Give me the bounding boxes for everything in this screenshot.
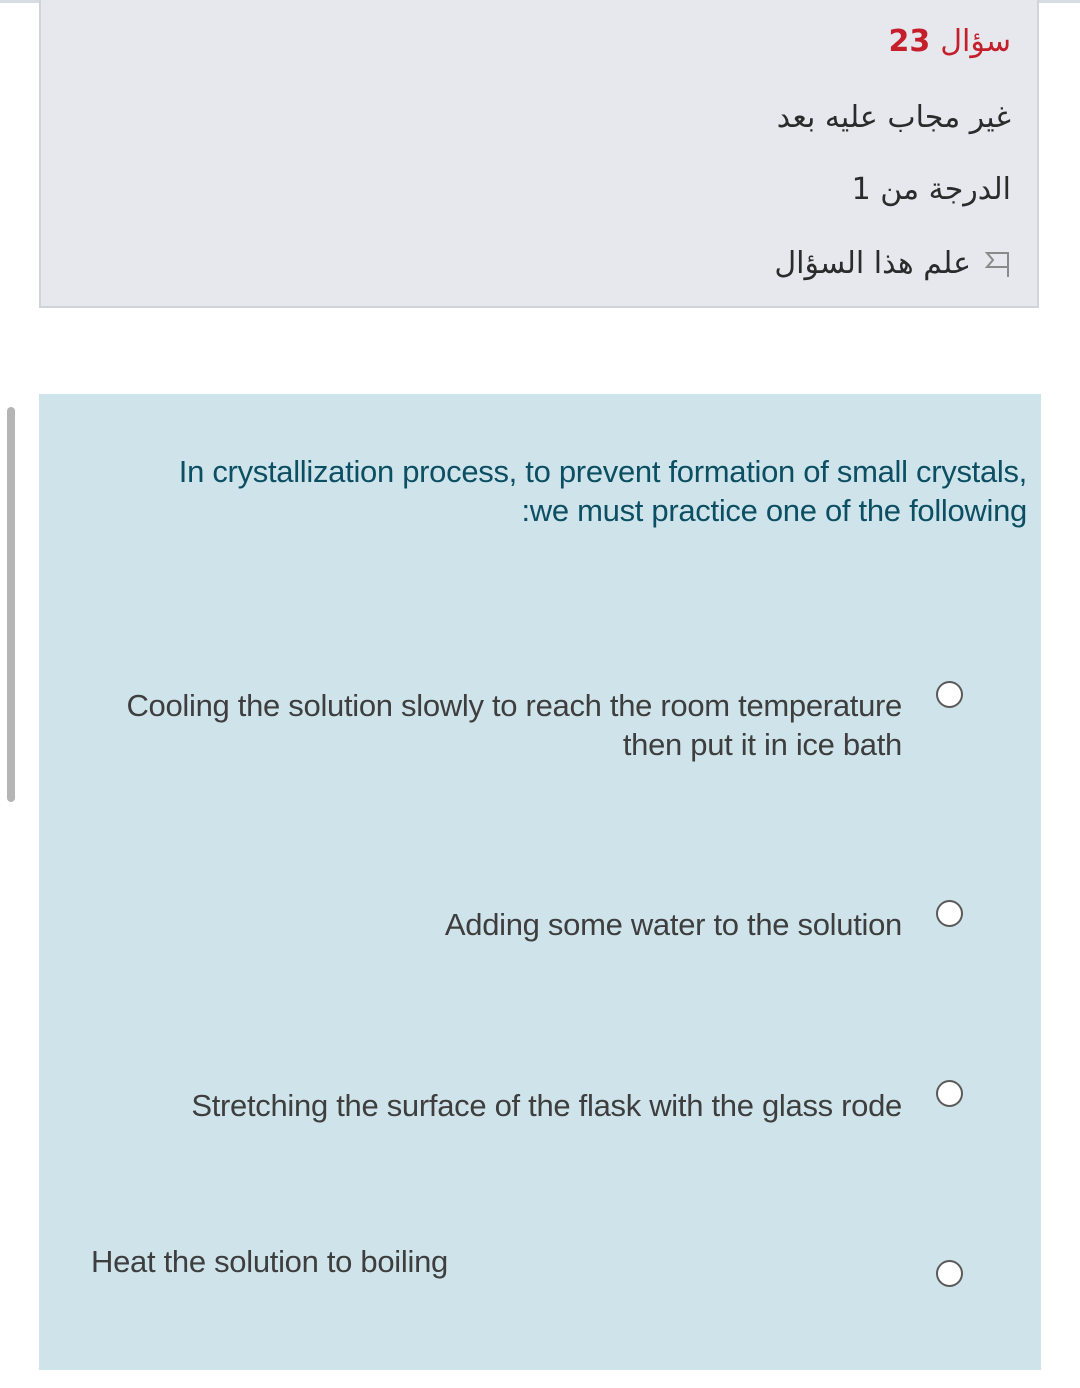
question-text	[127, 452, 1027, 530]
question-info-panel	[39, 0, 1039, 308]
question-text-line-1: In crystallization process, to prevent formation of small crystals,	[178, 454, 1027, 489]
question-content-panel	[39, 394, 1041, 1370]
option-1-label-line-1: Cooling the solution slowly to reach the room temperature	[126, 688, 902, 723]
question-text-line-2: :we must practice one of the following	[521, 493, 1027, 528]
option-3-radio[interactable]	[936, 1080, 963, 1107]
option-1-label[interactable]	[82, 686, 902, 764]
option-4-radio[interactable]	[936, 1260, 963, 1287]
flag-question-link[interactable]	[774, 246, 1011, 281]
option-1-radio[interactable]	[936, 681, 963, 708]
question-number: 23	[888, 24, 931, 59]
option-1-label-line-2: then put it in ice bath	[622, 727, 902, 762]
question-grade: الدرجة من 1	[851, 172, 1011, 207]
option-3-label[interactable]: Stretching the surface of the flask with the glass rode	[191, 1088, 902, 1123]
scrollbar-thumb[interactable]	[7, 407, 15, 802]
option-2-label[interactable]: Adding some water to the solution	[444, 907, 902, 942]
flag-outline-icon	[983, 248, 1011, 280]
option-4-label[interactable]: Heat the solution to boiling	[91, 1244, 448, 1279]
question-number-title	[888, 24, 1011, 59]
flag-question-label: علم هذا السؤال	[774, 246, 971, 281]
question-word: سؤال	[940, 24, 1011, 59]
question-status: غير مجاب عليه بعد	[776, 100, 1011, 135]
option-2-radio[interactable]	[936, 900, 963, 927]
